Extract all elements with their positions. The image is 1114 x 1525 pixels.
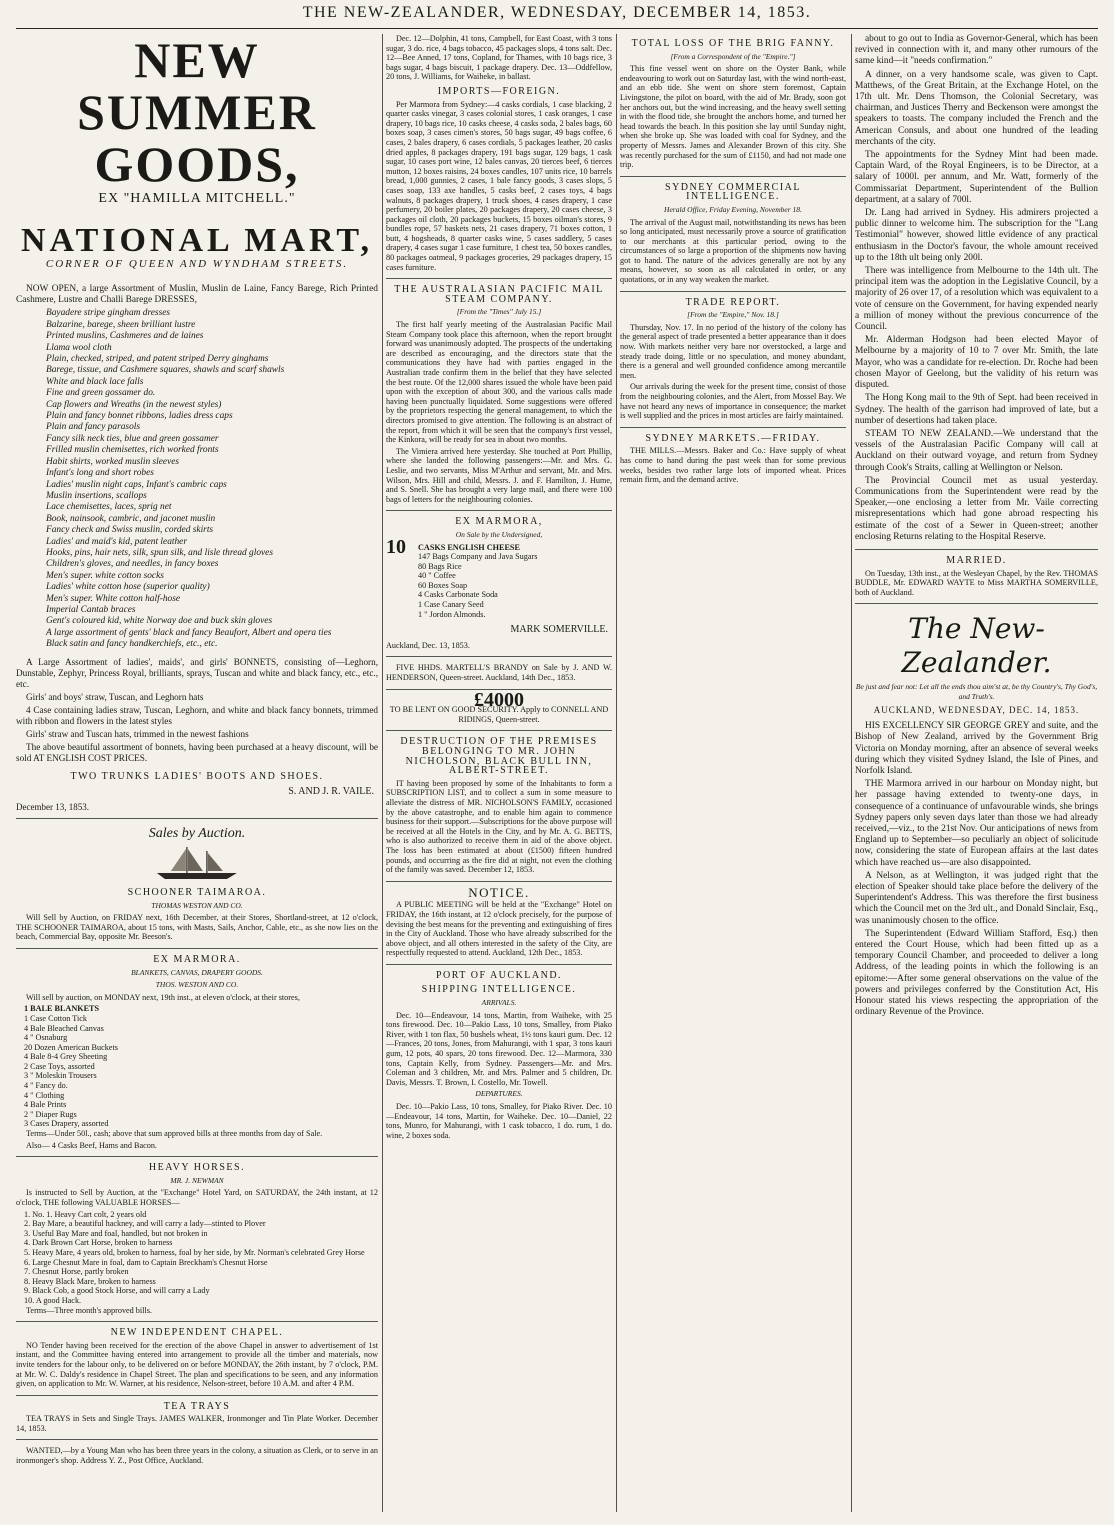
- list-item: 80 Bags Rice: [418, 561, 462, 571]
- divider: [620, 291, 846, 292]
- dinner-text: A dinner, on a very handsome scale, was given to Capt. Matthews, of the Great Britain, at the Exchange Hotel, on the 17th ult. Mr. Dens Thomson, the Colonial Secretary, was chairman, and Justices Therry and Beckenson were amongst the speakers to toasts. The company included the French and the American Consuls, and about one hundred of the leading merchants of the city.: [855, 69, 1098, 147]
- list-item: 2 Case Toys, assorted: [24, 1061, 95, 1071]
- list-item: 4 Bale Bleached Canvas: [24, 1023, 104, 1033]
- list-item: Ladies' and maid's kid, patent leather: [46, 536, 187, 547]
- list-item: Plain and fancy bonnet ribbons, ladies dress caps: [46, 411, 233, 422]
- mail-body: The first half yearly meeting of the Australasian Pacific Mail Steam Company took place this afternoon, when the report brought forward was unanimously adopted. The prospects of the undertaking are described as encouraging, and the directors state that the communications they have had with parties engaged in the Australian trade confirm them in the belief that they have selected the best route. Of the 12,000 shares issued the whole have been paid upon with the exception of about 300, and the various calls made having been punctually liquidated. Some suggestions were offered by the proprietors respecting the general management, to which the directors promised to give attention. The following is an abstract of the report, from which it will be seen that the company's first vessel, the Kinkora, will be ready for sea in about two months.: [386, 320, 612, 445]
- trays-title: TEA TRAYS: [163, 1400, 231, 1412]
- list-item: 2. Bay Mare, a beautiful hackney, and will carry a lady—stinted to Plover: [24, 1219, 266, 1229]
- list-item: 147 Bags Company and Java Sugars: [418, 552, 538, 562]
- loss-title: TOTAL LOSS OF THE BRIG FANNY.: [631, 38, 835, 49]
- arrivals-title: ARRIVALS.: [481, 998, 517, 1008]
- loss-body: This fine vessel went on shore on the Oyster Bank, while endeavouring to work out on Saturday last, with the wind north-east, and an ebb tide. She went on shore stern foremost, Captain Livingstone, the pilot on board, with the aid of Mr. Brady, soon got her anchors out, but the wind increasing, and the heavy swell setting in with the flood tide, she brought the anchors home, and turned her head towards the beach. In this position she lay until Sunday night, when she broke up. She was loaded with coal for Sydney, and the property of Messrs. James and Alexander Brown of this city. She was recently purchased for the sum of £1150, and had not made one trip.: [620, 64, 846, 170]
- list-item: Black satin and fancy handkerchiefs, etc., etc.: [46, 639, 218, 650]
- signature: MARK SOMERVILLE.: [510, 624, 608, 636]
- melbourne-text: There was intelligence from Melbourne to the 14th ult. The principal item was the adoption in the Legislative Council, by a majority of 26 over 17, of a resolution which was equivalent to a vote of censure on the Government, for having expended nearly a million of money without the previous concurrence of the Council.: [855, 266, 1098, 333]
- list-item: Fine and green gossamer do.: [46, 388, 156, 399]
- column-1: [16, 34, 378, 1514]
- horses-body: Is instructed to Sell by Auction, at the "Exchange" Hotel Yard, on SATURDAY, the 24th instant, at 12 o'clock, THE following VALUABLE HORSES—: [16, 1188, 378, 1207]
- divider: [620, 176, 846, 177]
- masthead-rule: [16, 28, 1098, 29]
- list-item: A large assortment of gents' black and fancy Beaufort, Albert and opera ties: [46, 627, 332, 638]
- horses-list: [16, 1210, 378, 1306]
- goods-list: [16, 308, 378, 650]
- list-item: 9. Black Cob, a good Stock Horse, and will carry a Lady: [24, 1286, 210, 1296]
- list-item: Ladies' white cotton hose (superior quality): [46, 582, 210, 593]
- trade-body: Thursday, Nov. 17. In no period of the history of the colony has the general aspect of trade presented a better appearance than it does now. With markets neither very bare nor overstocked, a large and steady trade doing, little or no speculation, and money abundant, there is a general and well grounded confidence among mercantile men.: [620, 322, 846, 380]
- trays-body: TEA TRAYS in Sets and Single Trays. JAMES WALKER, Ironmonger and Tin Plate Worker. December 14, 1853.: [16, 1414, 378, 1433]
- list-item: Balzarine, barege, sheen brilliant lustre: [46, 319, 196, 330]
- list-item: 8. Heavy Black Mare, broken to harness: [24, 1276, 156, 1286]
- imports-title: IMPORTS—FOREIGN.: [437, 85, 561, 97]
- marmora-ad-block: [386, 535, 612, 620]
- mail-title: THE AUSTRALASIAN PACIFIC MAIL STEAM COMPANY.: [394, 284, 604, 305]
- list-item: Ladies' muslin night caps, Infant's cambric caps: [46, 479, 227, 490]
- chapel-body: NO Tender having been received for the erection of the above Chapel in answer to advertisement of 1st instant, and the Committee having entered into arrangement to provide all the timber and materials, now invite tenders for the labour only, to be delivered on or before MONDAY, the 26th instant, by 7 o'clock, P.M. at Mr. W. C. Daldy's residence in Chapel Street. The plan and specifications to be seen, and any information given, on application to Mr. W. Warner, at his residence, Nelson-street, before 10 A.M. and after 4 P.M.: [16, 1340, 378, 1389]
- marmora-ad-title: EX MARMORA,: [455, 516, 543, 528]
- list-item: 1 " Jordon Almonds.: [418, 609, 486, 619]
- imports-body: Per Marmora from Sydney:—4 casks cordials, 1 case blacking, 2 quarter casks vinegar, 3 cases colonial stores, 1 cask oranges, 1 case drapery, 10 bags rice, 10 casks cheese, 4 casks soda, 2 bales bags, 60 boxes soap, 3 cases cimen's stores, 50 bags sugar, 49 bags coffee, 6 cases, 2 bales drapery, 6 cases cordials, 5 packages leather, 20 casks dried apples, 8 packages drapery, 191 bags sugar, 129 bags, 1 cask sugar, 10 cases port wine, 12 bales canvas, 20 tierces beef, 6 tierces mutton, 12 boxes raisins, 24 boxes candles, 107 units rice, 10 barrels bread, 1,000 gunnies, 2 cases, 1 bale fancy goods, 3 cases slops, 5 cases soap, 133 axe handles, 5 casks beef, 2 cases toys, 4 bags walnuts, 8 packages drapery, 1 truck shoes, 4 cases drapery, 1 case perfumery, 20 boiler plates, 20 packages drapery, 20 cases cheese, 3 packages oil cloth, 20 packages buckets, 15 boxes oilman's stores, 9 bundles rope, 57 baskets nets, 21 cases drapery, 71 boxes cotton, 1 butt, 4 hogsheads, 8 quarter casks wine, 5 cases saddlery, 5 cases drapery, 4 cases sugar 1 case furniture, 1 chest tea, 50 boxes candles, 80 packages oatmeal, 9 packages groceries, 29 packages drapery, 15 cases furniture.: [386, 99, 612, 272]
- list-item: Habit shirts, worked muslin sleeves: [46, 456, 180, 467]
- money-amount: £4000: [474, 688, 524, 711]
- signature: S. AND J. R. VAILE.: [288, 786, 374, 798]
- money-text: TO BE LENT ON GOOD SECURITY. Apply to CONNELL AND RIDINGS, Queen-street.: [389, 705, 609, 724]
- shipping-title: SHIPPING INTELLIGENCE.: [421, 984, 577, 996]
- hongkong-text: The Hong Kong mail to the 9th of Sept. had been received in Sydney. The health of the garrison had improved of late, but a number of desertions had taken place.: [855, 393, 1098, 426]
- marmora-firm: THOS. WESTON AND CO.: [155, 980, 239, 990]
- goods-intro: NOW OPEN, a large Assortment of Muslin, Muslin de Laine, Fancy Barege, Rich Printed Cashmere, Lustre and Challi Barege DRESSES,: [16, 283, 378, 305]
- marmora-title: EX MARMORA.: [153, 953, 241, 965]
- marmora-also: Also— 4 Casks Beef, Hams and Bacon.: [26, 1140, 157, 1150]
- editorial-text: HIS EXCELLENCY SIR GEORGE GREY and suite, and the Bishop of New Zealand, arrived by the Government Brig Victoria on Monday morning, after an absence of several weeks during which they visited Sydney Island, the Isle of Pines, and Norfolk Island.: [855, 721, 1098, 776]
- brandy-ad: FIVE HHDS. MARTELL'S BRANDY on Sale by J. AND W. HENDERSON, Queen-street. Auckland, 14th Dec., 1853.: [386, 663, 612, 683]
- bonnets-text: Girls' and boys' straw, Tuscan, and Leghorn hats: [26, 691, 204, 702]
- schooner-title: SCHOONER TAIMAROA.: [127, 886, 267, 898]
- list-item: 7. Chesnut Horse, partly broken: [24, 1267, 129, 1277]
- editorial-text: The Superintendent (Edward William Stafford, Esq.) then entered the Court House, which had been fitted up as a temporary Council Chamber, and proceeded to deliver a long Address, of the leading points in which the following is an epitome:—After some general observations on the value of the powers and privileges conferred by the Constitution Act, His Honour stated his views respecting the appropriation of the ordinary Revenue of the Province.: [855, 928, 1098, 1018]
- list-item: 60 Boxes Soap: [418, 580, 468, 590]
- divider: [16, 818, 378, 819]
- divider: [620, 427, 846, 428]
- steam-text: STEAM TO NEW ZEALAND.—We understand that the vessels of the Australasian Pacific Company will call at Auckland on their outward voyage, and return from Sydney through Cook's Straits, calling at Wellington or Nelson.: [855, 428, 1098, 473]
- list-item: 3 Cases Drapery, assorted: [24, 1119, 109, 1129]
- bonnets-text: 4 Case containing ladies straw, Tuscan, Leghorn, and white and black fancy bonnets, trimmed with ribbon and flowers in the latest styles: [16, 704, 378, 726]
- list-item: 4 " Fancy do.: [24, 1081, 68, 1091]
- list-item: 3. Useful Bay Mare and foal, handled, but not broken in: [24, 1228, 208, 1238]
- hodgson-text: Mr. Alderman Hodgson had been elected Mayor of Melbourne by a majority of 10 to 7 over Mr. Smith, the late Mayor, who was a candidate for re-election. Dr. Roche had been chosen Mayor of Geelong, but the validity of his return was disputed.: [855, 335, 1098, 391]
- list-item: Infant's long and short robes: [46, 468, 154, 479]
- list-item: 5. Heavy Mare, 4 years old, broken to harness, foal by her side, by Mr. Norman's celebrated Grey Horse: [24, 1247, 365, 1257]
- list-item: Imperial Cantab braces: [46, 604, 136, 615]
- divider: [16, 1156, 378, 1157]
- paper-title: The New-Zealander.: [901, 612, 1052, 680]
- loss-source: [From a Correspondent of the "Empire."]: [670, 51, 796, 61]
- horses-title: HEAVY HORSES.: [148, 1162, 246, 1174]
- divider: [386, 656, 612, 657]
- list-item: Book, nainsook, cambric, and jaconet muslin: [46, 513, 216, 524]
- horses-terms: Terms—Three month's approved bills.: [26, 1305, 152, 1315]
- divider: [386, 510, 612, 511]
- list-item: Hooks, pins, hair nets, silk, spun silk, and lisle thread gloves: [46, 547, 273, 558]
- bonnets-text: A Large Assortment of ladies', maids', and girls' BONNETS, consisting of—Leghorn, Dunstable, Zephyr, Princess Royal, brilliants, sprays, Tuscan and white and black fancy, etc., etc., etc.: [16, 656, 378, 689]
- sydney-body: The arrival of the August mail, notwithstanding its news has been so long anticipated, must necessarily prove a source of gratification to our merchants at this particular period, owing to the circumstances of so large a proportion of the shipments now having got to hand. The nature of the advices generally are not by any means, however, so soon as all calculated in order, or any quotations, or in any way weaken the market.: [620, 217, 846, 285]
- arrivals-body: Dec. 10—Endeavour, 14 tons, Martin, from Waiheke, with 25 tons firewood. Dec. 10—Pakio Lass, 10 tons, Smalley, from Piako River, with 1 ton flax, 50 bushels wheat, 1½ tons kauri gum. Dec. 12—Frances, 20 tons, Jones, from Mahurangi, with 1 spar, 3 tons kauri gum, 12 pots, 40 spars, 20 tons firewood. Dec. 12—Marmora, 330 tons, Captain Kelly, from Sydney. Passengers—Mr. and Mrs. Coleman and 3 children, Mr. and Mrs. Palmer and 5 children, Dr. Davis, Messrs. T. Brown, I. Costello, Mr. Towell.: [386, 1010, 612, 1087]
- divider: [855, 603, 1098, 604]
- list-item: 1. No. 1. Heavy Cart colt, 2 years old: [24, 1209, 147, 1219]
- list-item: Men's super. white cotton socks: [46, 570, 164, 581]
- list-item: CASKS ENGLISH CHEESE: [418, 542, 520, 552]
- auction-column: [16, 825, 378, 1467]
- editorial-text: A Nelson, as at Wellington, it was judged right that the election of Speaker should take place before the delivery of the Superintendent's Address. This was therefore the first business which the Council met on the 3rd ult., and Donald Sinclair, Esq., was unanimously chosen to the office.: [855, 870, 1098, 926]
- date-line: Auckland, Dec. 13, 1853.: [386, 640, 470, 650]
- closing-text: The above beautiful assortment of bonnets, having been purchased at a heavy discount, will be sold AT ENGLISH COST PRICES.: [16, 741, 378, 763]
- marmora-ad-items: [410, 543, 537, 620]
- list-item: Children's gloves, and needles, in fancy boxes: [46, 559, 219, 570]
- divider: [16, 1395, 378, 1396]
- col4-top: about to go out to India as Governor-General, which has been revived in connection with it, and many other rumours of the same kind—it "needs confirmation.": [855, 34, 1098, 67]
- married-title: MARRIED.: [946, 554, 1007, 566]
- trunks-line: TWO TRUNKS LADIES' BOOTS AND SHOES.: [70, 770, 324, 782]
- list-item: Plain, checked, striped, and patent striped Derry ginghams: [46, 354, 269, 365]
- list-item: Cap flowers and Wreaths (in the newest styles): [46, 399, 222, 410]
- column-divider: [382, 34, 383, 1512]
- paper-date: AUCKLAND, WEDNESDAY, DEC. 14, 1853.: [873, 704, 1080, 715]
- store-address: CORNER OF QUEEN AND WYNDHAM STREETS.: [45, 258, 349, 270]
- notice-body: A PUBLIC MEETING will be held at the "Exchange" Hotel on FRIDAY, the 16th instant, at 12 o'clock precisely, for the purpose of devising the best means for the preventing and extinguishing of fires in the City of Auckland. Those who have already subscribed for the above object, and all others interested in the safety of the City, are respectfully requested to attend. Auckland, 12th Dec., 1853.: [386, 900, 612, 958]
- list-item: 40 " Coffee: [418, 571, 456, 581]
- married-body: On Tuesday, 13th inst., at the Wesleyan Chapel, by the Rev. THOMAS BUDDLE, Mr. EDWARD WAYTE to Miss MARTHA SOMERVILLE, both of Auckland.: [855, 568, 1098, 597]
- list-item: 20 Dozen American Buckets: [24, 1042, 118, 1052]
- list-item: 4 " Osnaburg: [24, 1033, 68, 1043]
- divider: [386, 964, 612, 965]
- sydney-source: Herald Office, Friday Evening, November 18.: [664, 204, 802, 214]
- ship-icon: [34, 843, 360, 883]
- list-item: Bayadere stripe gingham dresses: [46, 308, 171, 319]
- column-2: [386, 34, 612, 1514]
- list-item: 2 " Diaper Rugs: [24, 1109, 77, 1119]
- markets-title: SYDNEY MARKETS.—FRIDAY.: [645, 432, 821, 444]
- departures-top: Dec. 12—Dolphin, 41 tons, Campbell, for East Coast, with 3 tons sugar, 3 do. rice, 4 bags tobacco, 45 packages slops, 4 tons salt. Dec. 12—Bee Anned, 17 tons, Copland, for Thames, with 10 bags rice, 3 bags sugar, 4 bags biscuit, 1 package drapery. Dec. 13—Oddfellow, 20 tons, J. Williams, for Waiheke, in ballast.: [386, 34, 612, 82]
- list-item: Barege, tissue, and Cashmere squares, shawls and scarf shawls: [46, 365, 285, 376]
- horses-firm: MR. J. NEWMAN: [170, 1175, 224, 1185]
- list-item: Lace chemisettes, laces, sprig net: [46, 502, 172, 513]
- paper-motto: Be just and fear not: Let all the ends thou aim'st at, be thy Country's, Thy God's, and Truth's.: [855, 682, 1098, 701]
- mint-text: The appointments for the Sydney Mint had been made. Captain Ward, of the Royal Engineers, is to be Director, at a salary of 1000l. per annum, and Mr. Watt, formerly of the Commissariat Department, Superintendent of the Bullion department, at a salary of 700l.: [855, 150, 1098, 205]
- masthead: THE NEW-ZEALANDER, WEDNESDAY, DECEMBER 14, 1853.: [302, 4, 812, 21]
- marmora-ad-lead: 10: [386, 535, 406, 558]
- trade-body: Our arrivals during the week for the present time, consist of those from the neighbouring colonies, and the Alert, from Mossel Bay. We have not heard any news of importance in consequence; the market is well supplied and the prices in most articles are fairly maintained.: [620, 382, 846, 421]
- list-item: Printed muslins, Cashmeres and de laines: [46, 331, 204, 342]
- departures-body: Dec. 10—Pakio Lass, 10 tons, Smalley, for Piako River. Dec. 10—Endeavour, 14 tons, Martin, for Waiheke. Dec. 10—Daniel, 22 tons, Munro, for Mahurangi, with 1 cask tobacco, 1 do. rum, 1 do. wine, 2 boxes soda.: [386, 1102, 612, 1140]
- store-name: NATIONAL MART,: [20, 222, 373, 259]
- list-item: Plain and fancy parasols: [46, 422, 141, 433]
- divider: [386, 278, 612, 279]
- divider: [16, 1439, 378, 1440]
- divider: [16, 1321, 378, 1322]
- marmora-items: [16, 1004, 378, 1129]
- headline-new-summer-goods: NEW SUMMER GOODS,: [77, 34, 317, 192]
- list-item: 1 BALE BLANKETS: [24, 1004, 100, 1014]
- column-3: [620, 34, 846, 1514]
- lang-text: Dr. Lang had arrived in Sydney. His admirers projected a public dinner to welcome him. The subscription for the "Lang Testimonial" however, showed little evidence of any practical enthusiasm in the Doctor's favour, the whole amount received up to the 18th ult being only 200l.: [855, 208, 1098, 263]
- notice-title: NOTICE.: [468, 884, 530, 900]
- schooner-firm: THOMAS WESTON AND CO.: [151, 900, 243, 910]
- date-line: December 13, 1853.: [16, 801, 89, 812]
- bonnets-text: Girls' straw and Tuscan hats, trimmed in the newest fashions: [26, 728, 249, 739]
- schooner-body: Will Sell by Auction, on FRIDAY next, 16th December, at their Stores, Shortland-street, at 12 o'clock, THE SCHOONER TAIMAROA, about 15 tons, with Masts, Sails, Anchor, Cable, etc., as she now lies on the beach, Commercial Bay, opposite Mr. Beeson's.: [16, 913, 378, 942]
- list-item: 10. A good Hack.: [24, 1295, 82, 1305]
- list-item: 4 Casks Carbonate Soda: [418, 590, 498, 600]
- list-item: Men's super. White cotton half-hose: [46, 593, 181, 604]
- divider: [855, 549, 1098, 550]
- list-item: Fancy check and Swiss muslin, corded skirts: [46, 525, 214, 536]
- list-item: Muslin insertions, scallops: [46, 490, 147, 501]
- mail-source: [From the "Times" July 15.]: [456, 307, 542, 317]
- list-item: 6. Large Chesnut Mare in foal, dam to Captain Breckham's Chesnut Horse: [24, 1257, 268, 1267]
- mail-body: The Vimiera arrived here yesterday. She touched at Port Phillip, where she landed the following passengers:—Mr. and Mrs. G. Leslie, and two servants, Miss M'Arthur and servant, Mr. and Mrs. Wilson, Mrs. Hill and child, Messrs. J. and F. Hamilton, J. Hume, and S. Snell. She has brought a very large mail, and there were 100 bags of letters for the neighbouring colonies.: [386, 446, 612, 504]
- marmora-sub: BLANKETS, CANVAS, DRAPERY GOODS.: [131, 967, 263, 977]
- column-divider: [616, 34, 617, 1512]
- list-item: 1 Case Cotton Tick: [24, 1013, 88, 1023]
- port-title: PORT OF AUCKLAND.: [435, 969, 563, 981]
- divider: [16, 948, 378, 949]
- list-item: 1 Case Canary Seed: [418, 600, 484, 610]
- fire-body: IT having been proposed by some of the Inhabitants to form a SUBSCRIPTION LIST, and to collect a sum in some measure to alleviate the distress of MR. NICHOLSON'S FAMILY, occasioned by the above catastrophe, and to enable him again to commence business for their support.—Subscriptions for the above purpose will be received at all the Hotels in the City, and by Mr. A. G. BETTS, who is also authorized to receive them in aid of the above object. The loss has been estimated at about (£1500) fifteen hundred pounds, and occurring as the fire did at night, not even the clothing of the family was saved. December 12, 1853.: [386, 778, 612, 875]
- council-text: The Provincial Council met as usual yesterday. Communications from the Superintendent were read by the Speaker,—one enclosing a letter from Mr. Vaile correcting misrepresentations which had gone abroad respecting his estimate of the cost of a Sewer in Queen-street; another enclosing Returns relating to the Hospital Reserve.: [855, 475, 1098, 542]
- fire-title: DESTRUCTION OF THE PREMISES BELONGING TO MR. JOHN NICHOLSON, BLACK BULL INN, ALBERT-STREET.: [400, 736, 598, 777]
- list-item: White and black lace falls: [46, 376, 144, 387]
- column-divider: [851, 34, 852, 1512]
- marmora-terms: Terms—Under 50l., cash; above that sum approved bills at three months from day of Sale.: [26, 1129, 323, 1139]
- ex-ship-line: EX "HAMILLA MITCHELL.": [98, 191, 296, 206]
- divider: [386, 881, 612, 882]
- trade-source: [From the "Empire," Nov. 18.]: [687, 310, 779, 320]
- divider: [386, 730, 612, 731]
- list-item: 3 " Moleskin Trousers: [24, 1071, 97, 1081]
- list-item: 4 Bale Prints: [24, 1100, 67, 1110]
- departures-title: DEPARTURES.: [475, 1089, 523, 1099]
- list-item: Gent's coloured kid, white Norway doe and buck skin gloves: [46, 616, 273, 627]
- markets-body: THE MILLS.—Messrs. Baker and Co.: Have supply of wheat has come to hand during the past week than for some previous weeks, besides two rather large lots of imported wheat. Prices remain firm, and the demand active.: [620, 446, 846, 485]
- marmora-ad-sub: On Sale by the Undersigned,: [455, 529, 543, 539]
- auction-header: Sales by Auction.: [148, 826, 246, 842]
- lower-split: [16, 825, 378, 1467]
- chapel-title: NEW INDEPENDENT CHAPEL.: [110, 1327, 284, 1339]
- editorial-text: THE Marmora arrived in our harbour on Monday night, but her passage having extended to twenty-one days, in consequence of a continuance of unfavourable winds, she brings Sydney papers only seven days later than those we had already received,—viz., to the 21st Nov. Our anticipations of news from England up to September—so peculiarly an object of solicitude now, considering the state of European affairs at the last dates which have reached us—are also disappointed.: [855, 779, 1098, 868]
- column-4: [855, 34, 1098, 1514]
- trade-title: TRADE REPORT.: [685, 296, 781, 308]
- sydney-title: SYDNEY COMMERCIAL INTELLIGENCE.: [665, 181, 801, 203]
- list-item: 4 Bale 8-4 Grey Sheeting: [24, 1052, 108, 1062]
- list-item: Fancy silk neck ties, blue and green gossamer: [46, 433, 219, 444]
- list-item: 4. Dark Brown Cart Horse, broken to harness: [24, 1238, 173, 1248]
- list-item: 4 " Clothing: [24, 1090, 65, 1100]
- wanted-body: WANTED,—by a Young Man who has been three years in the colony, a situation as Clerk, or to serve in an ironmonger's shop. Address Y. Z., Post Office, Auckland.: [16, 1446, 378, 1466]
- marmora-body: Will sell by auction, on MONDAY next, 19th inst., at eleven o'clock, at their stores,: [26, 992, 300, 1002]
- list-item: Frilled muslin chemisettes, rich worked fronts: [46, 445, 219, 456]
- list-item: Llama wool cloth: [46, 342, 112, 353]
